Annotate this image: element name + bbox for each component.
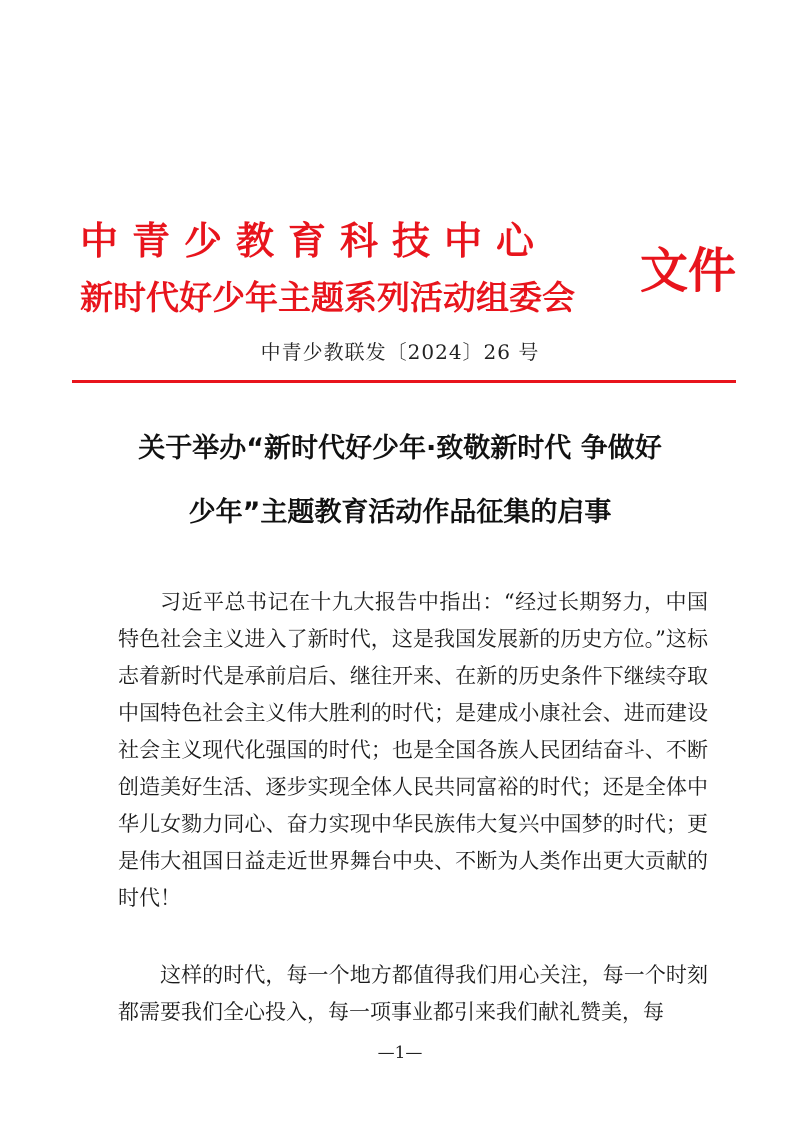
red-separator-line bbox=[72, 380, 736, 383]
document-type-label: 文件 bbox=[640, 243, 737, 299]
body-paragraph-1: 习近平总书记在十九大报告中指出：“经过长期努力，中国特色社会主义进入了新时代，这是我国发展新的历史方位。”这标志着新时代是承前启后、继往开来、在新的历史条件下继续夺取中国特色社会主义伟大胜利的时代；是建成小康社会、进而建设社会主义现代化强国的时代；也是全国各族人民团结奋斗、不断创造美好生活、逐步实现全体人民共同富裕的时代；还是全体中华儿女勠力同心、奋力实现中华民族伟大复兴中国梦的时代；更是伟大祖国日益走近世界舞台中央、不断为人类作出更大贡献的时代！ bbox=[118, 590, 708, 910]
document-number: 中青少教联发〔2024〕26 号 bbox=[260, 340, 540, 364]
issuing-organization-2: 新时代好少年主题系列活动组委会 bbox=[80, 278, 575, 317]
page-number: —1— bbox=[377, 1043, 423, 1063]
issuing-organization-1: 中青少教育科技中心 bbox=[80, 218, 549, 263]
body-paragraph-2: 这样的时代，每一个地方都值得我们用心关注，每一个时刻都需要我们全心投入，每一项事业都引来我们献礼赞美，每 bbox=[118, 963, 708, 1024]
document-title-line-1: 关于举办“新时代好少年·致敬新时代 争做好 bbox=[138, 433, 662, 464]
document-title-line-2: 少年”主题教育活动作品征集的启事 bbox=[188, 497, 612, 528]
